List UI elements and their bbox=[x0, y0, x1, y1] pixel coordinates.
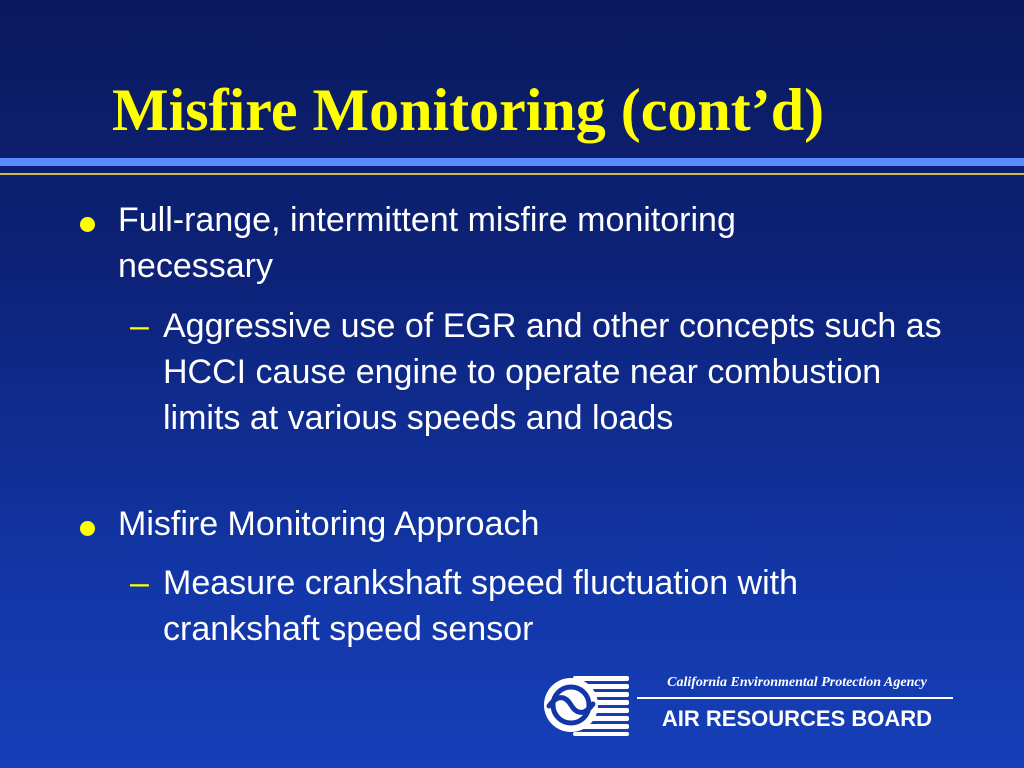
bullet-text: Full-range, intermittent misfire monitoring necessary bbox=[118, 201, 736, 285]
sub-bullet-dash: – bbox=[130, 564, 149, 602]
logo-divider bbox=[637, 697, 953, 699]
agency-name: California Environmental Protection Agency bbox=[667, 675, 927, 690]
sub-bullet-text: Aggressive use of EGR and other concepts such as HCCI cause engine to operate near combustion limits at various speeds and loads bbox=[163, 307, 942, 437]
bullet-dot-icon bbox=[80, 521, 95, 536]
board-name: AIR RESOURCES BOARD bbox=[661, 706, 933, 731]
slide-title: Misfire Monitoring (cont’d) bbox=[112, 77, 825, 143]
arb-logo bbox=[541, 673, 961, 743]
sub-bullet-text: Measure crankshaft speed fluctuation with crankshaft speed sensor bbox=[163, 564, 799, 648]
arb-emblem-icon bbox=[541, 673, 631, 737]
bullet-dot-icon bbox=[80, 217, 95, 232]
bullet-text: Misfire Monitoring Approach bbox=[118, 505, 540, 543]
sub-bullet-dash: – bbox=[130, 307, 149, 345]
